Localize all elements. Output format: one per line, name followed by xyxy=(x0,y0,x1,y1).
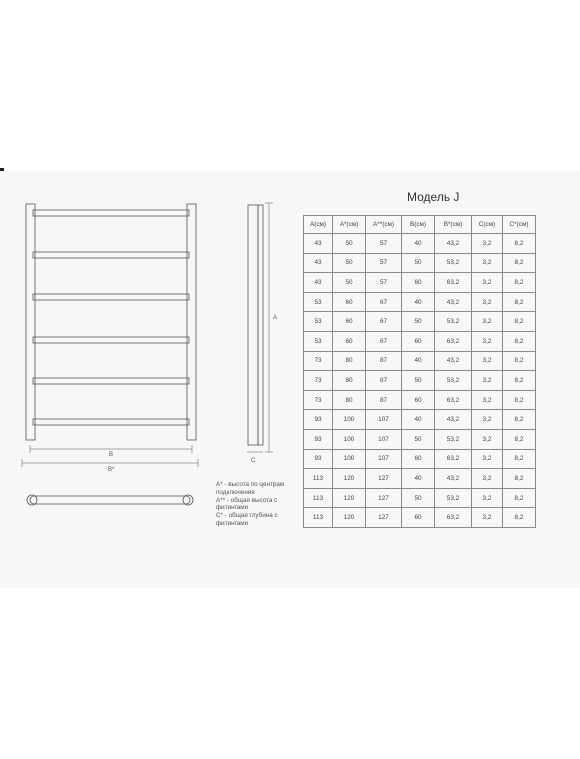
table-row xyxy=(304,410,536,430)
table-cell: 50 xyxy=(333,253,366,273)
table-cell: 50 xyxy=(402,429,435,449)
table-cell: 63,2 xyxy=(435,331,472,351)
table-cell: 8,2 xyxy=(503,312,536,332)
table-cell: 80 xyxy=(333,371,366,391)
side-bracket xyxy=(258,205,263,445)
table-cell: 8,2 xyxy=(503,292,536,312)
column-header: B(см) xyxy=(402,216,435,234)
table-row xyxy=(304,390,536,410)
column-header: A**(см) xyxy=(366,216,402,234)
table-cell: 53,2 xyxy=(435,429,472,449)
table-row xyxy=(304,253,536,273)
table-cell: 67 xyxy=(366,292,402,312)
table-cell: 60 xyxy=(402,331,435,351)
table-cell: 50 xyxy=(402,488,435,508)
table-cell: 60 xyxy=(402,273,435,293)
table-cell: 80 xyxy=(333,390,366,410)
dimension-a-label: A xyxy=(273,315,278,321)
table-cell: 43,2 xyxy=(435,351,472,371)
table-cell: 53 xyxy=(304,331,333,351)
table-cell: 43,2 xyxy=(435,234,472,254)
table-cell: 3,2 xyxy=(472,508,503,528)
dimension-b-star-label: B* xyxy=(108,467,115,473)
table-cell: 3,2 xyxy=(472,390,503,410)
table-cell: 107 xyxy=(366,429,402,449)
table-row xyxy=(304,273,536,293)
table-cell: 53,2 xyxy=(435,371,472,391)
table-cell: 93 xyxy=(304,429,333,449)
table-cell: 3,2 xyxy=(472,331,503,351)
table-row xyxy=(304,469,536,489)
table-row xyxy=(304,234,536,254)
table-cell: 8,2 xyxy=(503,253,536,273)
table-cell: 63,2 xyxy=(435,273,472,293)
legend xyxy=(216,481,311,528)
table-cell: 107 xyxy=(366,449,402,469)
table-cell: 73 xyxy=(304,351,333,371)
dimension-b-label: B xyxy=(109,452,114,458)
table-cell: 40 xyxy=(402,469,435,489)
table-cell: 50 xyxy=(402,312,435,332)
table-body xyxy=(304,234,536,528)
table-cell: 57 xyxy=(366,234,402,254)
table-cell: 8,2 xyxy=(503,508,536,528)
table-cell: 43 xyxy=(304,234,333,254)
top-view-bar xyxy=(30,496,190,504)
spec-table xyxy=(303,215,536,528)
table-cell: 8,2 xyxy=(503,351,536,371)
side-view xyxy=(247,203,273,452)
table-cell: 8,2 xyxy=(503,469,536,489)
table-cell: 87 xyxy=(366,351,402,371)
table-cell: 8,2 xyxy=(503,429,536,449)
table-cell: 73 xyxy=(304,371,333,391)
table-cell: 3,2 xyxy=(472,429,503,449)
table-cell: 53,2 xyxy=(435,312,472,332)
table-cell: 8,2 xyxy=(503,488,536,508)
table-cell: 53 xyxy=(304,292,333,312)
table-cell: 40 xyxy=(402,234,435,254)
table-cell: 120 xyxy=(333,469,366,489)
table-cell: 100 xyxy=(333,449,366,469)
model-title: Модель J xyxy=(407,190,460,204)
table-cell: 50 xyxy=(402,371,435,391)
legend-line: C* - общая глубина с фитингами xyxy=(216,512,278,527)
table-cell: 8,2 xyxy=(503,371,536,391)
column-header: B*(см) xyxy=(435,216,472,234)
table-row xyxy=(304,508,536,528)
table-cell: 8,2 xyxy=(503,390,536,410)
dimension-c-label: C xyxy=(251,458,256,464)
left-rail xyxy=(26,204,35,440)
table-row xyxy=(304,449,536,469)
legend-line: A** - общая высота с фитингами xyxy=(216,496,278,512)
table-cell: 43,2 xyxy=(435,410,472,430)
table-cell: 127 xyxy=(366,488,402,508)
table-cell: 53,2 xyxy=(435,488,472,508)
table-cell: 67 xyxy=(366,312,402,332)
table-cell: 60 xyxy=(402,390,435,410)
table-cell: 8,2 xyxy=(503,449,536,469)
table-cell: 3,2 xyxy=(472,292,503,312)
table-row xyxy=(304,351,536,371)
table-cell: 8,2 xyxy=(503,410,536,430)
table-cell: 63,2 xyxy=(435,508,472,528)
table-cell: 113 xyxy=(304,488,333,508)
table-cell: 50 xyxy=(402,253,435,273)
table-cell: 40 xyxy=(402,292,435,312)
table-cell: 127 xyxy=(366,508,402,528)
table-cell: 3,2 xyxy=(472,488,503,508)
table-cell: 113 xyxy=(304,508,333,528)
table-cell: 87 xyxy=(366,371,402,391)
table-cell: 60 xyxy=(333,292,366,312)
table-cell: 60 xyxy=(333,312,366,332)
table-cell: 120 xyxy=(333,508,366,528)
table-cell: 43 xyxy=(304,273,333,293)
table-cell: 57 xyxy=(366,253,402,273)
table-cell: 60 xyxy=(402,449,435,469)
table-cell: 8,2 xyxy=(503,234,536,254)
table-row xyxy=(304,292,536,312)
crossbars xyxy=(33,210,189,425)
column-header: C(см) xyxy=(472,216,503,234)
table-cell: 113 xyxy=(304,469,333,489)
table-cell: 100 xyxy=(333,410,366,430)
table-cell: 3,2 xyxy=(472,234,503,254)
table-cell: 3,2 xyxy=(472,273,503,293)
table-cell: 3,2 xyxy=(472,469,503,489)
table-cell: 8,2 xyxy=(503,331,536,351)
right-rail xyxy=(187,204,196,440)
top-view xyxy=(27,495,193,505)
side-profile xyxy=(248,205,258,445)
table-row xyxy=(304,429,536,449)
table-cell: 53 xyxy=(304,312,333,332)
table-cell: 100 xyxy=(333,429,366,449)
table-row xyxy=(304,371,536,391)
table-cell: 3,2 xyxy=(472,449,503,469)
table-cell: 3,2 xyxy=(472,410,503,430)
table-row xyxy=(304,312,536,332)
column-header: C*(см) xyxy=(503,216,536,234)
table-cell: 73 xyxy=(304,390,333,410)
table-cell: 107 xyxy=(366,410,402,430)
table-cell: 40 xyxy=(402,351,435,371)
table-cell: 93 xyxy=(304,410,333,430)
front-view xyxy=(22,204,198,467)
table-cell: 80 xyxy=(333,351,366,371)
table-cell: 43 xyxy=(304,253,333,273)
table-cell: 67 xyxy=(366,331,402,351)
column-header: A*(см) xyxy=(333,216,366,234)
table-cell: 3,2 xyxy=(472,371,503,391)
table-cell: 50 xyxy=(333,234,366,254)
table-cell: 50 xyxy=(333,273,366,293)
table-cell: 53,2 xyxy=(435,253,472,273)
table-cell: 40 xyxy=(402,410,435,430)
table-cell: 57 xyxy=(366,273,402,293)
table-header-row xyxy=(304,216,536,234)
table-cell: 60 xyxy=(333,331,366,351)
table-row xyxy=(304,488,536,508)
table-row xyxy=(304,331,536,351)
table-cell: 3,2 xyxy=(472,351,503,371)
table-cell: 120 xyxy=(333,488,366,508)
table-cell: 43,2 xyxy=(435,469,472,489)
table-cell: 87 xyxy=(366,390,402,410)
table-cell: 63,2 xyxy=(435,390,472,410)
table-cell: 3,2 xyxy=(472,253,503,273)
table-cell: 3,2 xyxy=(472,312,503,332)
table-cell: 43,2 xyxy=(435,292,472,312)
column-header: A(см) xyxy=(304,216,333,234)
table-cell: 63,2 xyxy=(435,449,472,469)
table-cell: 93 xyxy=(304,449,333,469)
legend-line: A* - высота по центрам подключения xyxy=(216,481,285,496)
table-cell: 8,2 xyxy=(503,273,536,293)
table-cell: 127 xyxy=(366,469,402,489)
table-cell: 60 xyxy=(402,508,435,528)
